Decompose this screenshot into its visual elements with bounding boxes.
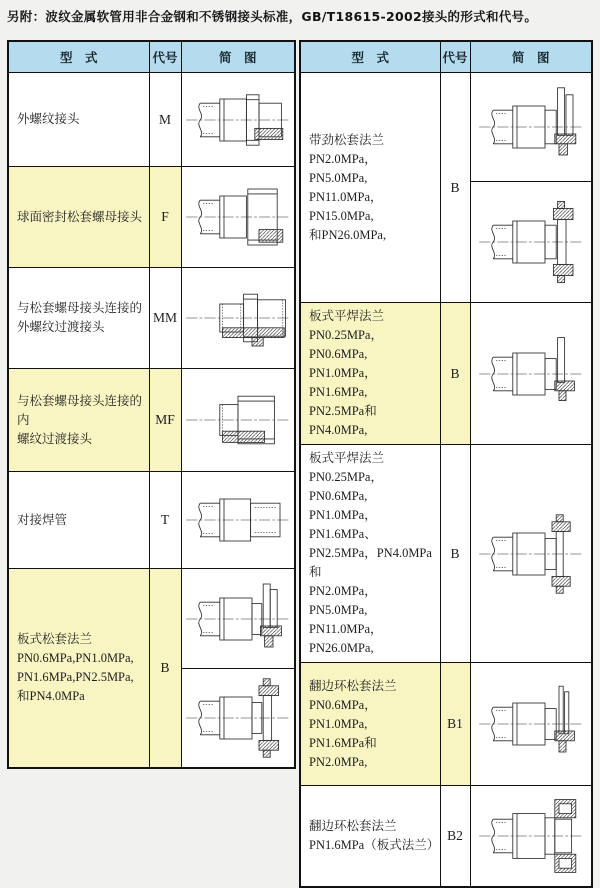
fitting-type-line: 翻边环松套法兰 [309, 819, 397, 833]
fitting-code-cell: T [149, 472, 181, 569]
fitting-diagram-male-female [181, 369, 295, 472]
fitting-type-line: 与松套螺母接头连接的内 [17, 393, 143, 427]
fitting-type-cell [8, 369, 149, 472]
fitting-code-cell: B1 [440, 663, 470, 786]
fitting-code-cell: M [149, 73, 181, 167]
fitting-diagram-butt-weld [181, 472, 295, 569]
fitting-code-cell: B [440, 445, 470, 663]
table-row [8, 472, 295, 569]
fitting-type-cell [8, 268, 149, 369]
fitting-type-line: PN2.5MPa和PN4.0MPa, [309, 404, 377, 437]
fitting-type-line: 外螺纹接头 [17, 112, 80, 126]
fitting-type-line: PN0.6MPa,PN1.0MPa, [17, 651, 134, 665]
fitting-type-line: PN1.6MPa,PN2.5MPa, [17, 670, 134, 684]
fitting-diagram-plate-flange-sym [181, 669, 295, 769]
fitting-type-line: 翻边环松套法兰 [309, 678, 397, 693]
column-header-code: 代号 [440, 41, 470, 73]
table-row [8, 73, 295, 167]
table-row [8, 167, 295, 268]
fitting-code-cell: MM [149, 268, 181, 369]
fitting-code-cell: MF [149, 369, 181, 472]
fitting-type-line: 球面密封松套螺母接头 [17, 209, 143, 224]
table-row [300, 303, 592, 445]
page-title: 另附：波纹金属软管用非合金钢和不锈钢接头标准，GB/T18615-2002接头的形式和代号。 [7, 9, 538, 24]
fitting-type-cell [300, 445, 440, 663]
table-row [8, 569, 295, 669]
fitting-table-left-mount [7, 40, 296, 888]
fitting-diagram-neck-flange-sym [470, 182, 592, 303]
column-header-diagram: 简 图 [181, 41, 295, 73]
fitting-diagram-double-male [181, 268, 295, 369]
column-header-type: 型 式 [8, 41, 149, 73]
fitting-type-cell [300, 786, 440, 888]
fitting-type-cell [8, 472, 149, 569]
fitting-type-line: PN0.25MPa，PN0.6MPa, [309, 328, 383, 361]
fitting-type-line: PN2.5MPa，PN4.0MPa和 [309, 546, 432, 579]
fitting-table-right-mount [299, 40, 593, 888]
fitting-type-cell [300, 663, 440, 786]
table-row [300, 73, 592, 182]
fitting-type-cell [300, 303, 440, 445]
fitting-diagram-lapped-flange [470, 663, 592, 786]
table-row [300, 786, 592, 888]
fitting-type-line: 和PN4.0MPa [17, 689, 85, 703]
fitting-type-line: 和PN26.0MPa, [309, 227, 387, 242]
fitting-type-line: PN1.0MPa，PN1.6MPa, [309, 366, 377, 399]
fitting-code-cell: B2 [440, 786, 470, 888]
fitting-type-line: 板式平焊法兰 [309, 309, 385, 323]
fitting-type-cell [300, 73, 440, 303]
table-row [300, 663, 592, 786]
fitting-type-line: PN0.25MPa，PN0.6MPa, [309, 470, 383, 503]
column-header-type: 型 式 [300, 41, 440, 73]
fitting-type-line: PN11.0MPa，PN15.0MPa, [309, 189, 383, 223]
fitting-type-line: 对接焊管 [17, 512, 68, 527]
table-row [8, 369, 295, 472]
fitting-code-cell: B [149, 569, 181, 769]
fitting-type-line: PN1.0MPa，PN1.6MPa、 [309, 508, 377, 541]
fitting-type-line: 带劲松套法兰 [309, 132, 385, 147]
fitting-table-right [299, 40, 593, 888]
fitting-type-line: PN0.6MPa，PN1.0MPa, [309, 697, 377, 731]
fitting-code-cell: B [440, 73, 470, 303]
fitting-diagram-weld-flange-up [470, 303, 592, 445]
fitting-type-line: 板式平焊法兰 [309, 451, 385, 465]
fitting-type-line: PN2.0MPa，PN5.0MPa, [309, 151, 377, 185]
fitting-type-cell [8, 167, 149, 268]
table-row [300, 445, 592, 663]
fitting-tables-container [7, 40, 593, 888]
fitting-table-left [7, 40, 296, 769]
column-header-code: 代号 [149, 41, 181, 73]
fitting-type-line: 外螺纹过渡接头 [17, 320, 105, 334]
fitting-type-cell [8, 569, 149, 769]
fitting-diagram-loose-nut [181, 167, 295, 268]
table-row [8, 268, 295, 369]
fitting-type-line: 板式松套法兰 [17, 632, 93, 646]
fitting-diagram-neck-flange-up [470, 73, 592, 182]
fitting-diagram-plate-flange-up [181, 569, 295, 669]
fitting-code-cell: F [149, 167, 181, 268]
fitting-code-cell: B [440, 303, 470, 445]
fitting-diagram-grooved-flange [470, 786, 592, 888]
fitting-diagram-weld-flange-sym [470, 445, 592, 663]
fitting-type-line: PN1.6MPa和PN2.0MPa, [309, 735, 377, 769]
fitting-type-line: PN11.0MPa，PN26.0MPa, [309, 622, 383, 655]
column-header-diagram: 简 图 [470, 41, 592, 73]
fitting-type-line: 与松套螺母接头连接的 [17, 301, 143, 315]
fitting-type-cell [8, 73, 149, 167]
fitting-type-line: PN1.6MPa（板式法兰） [309, 838, 440, 852]
fitting-diagram-male-thread [181, 73, 295, 167]
fitting-type-line: 螺纹过渡接头 [17, 431, 93, 446]
fitting-type-line: PN2.0MPa，PN5.0MPa, [309, 584, 377, 617]
